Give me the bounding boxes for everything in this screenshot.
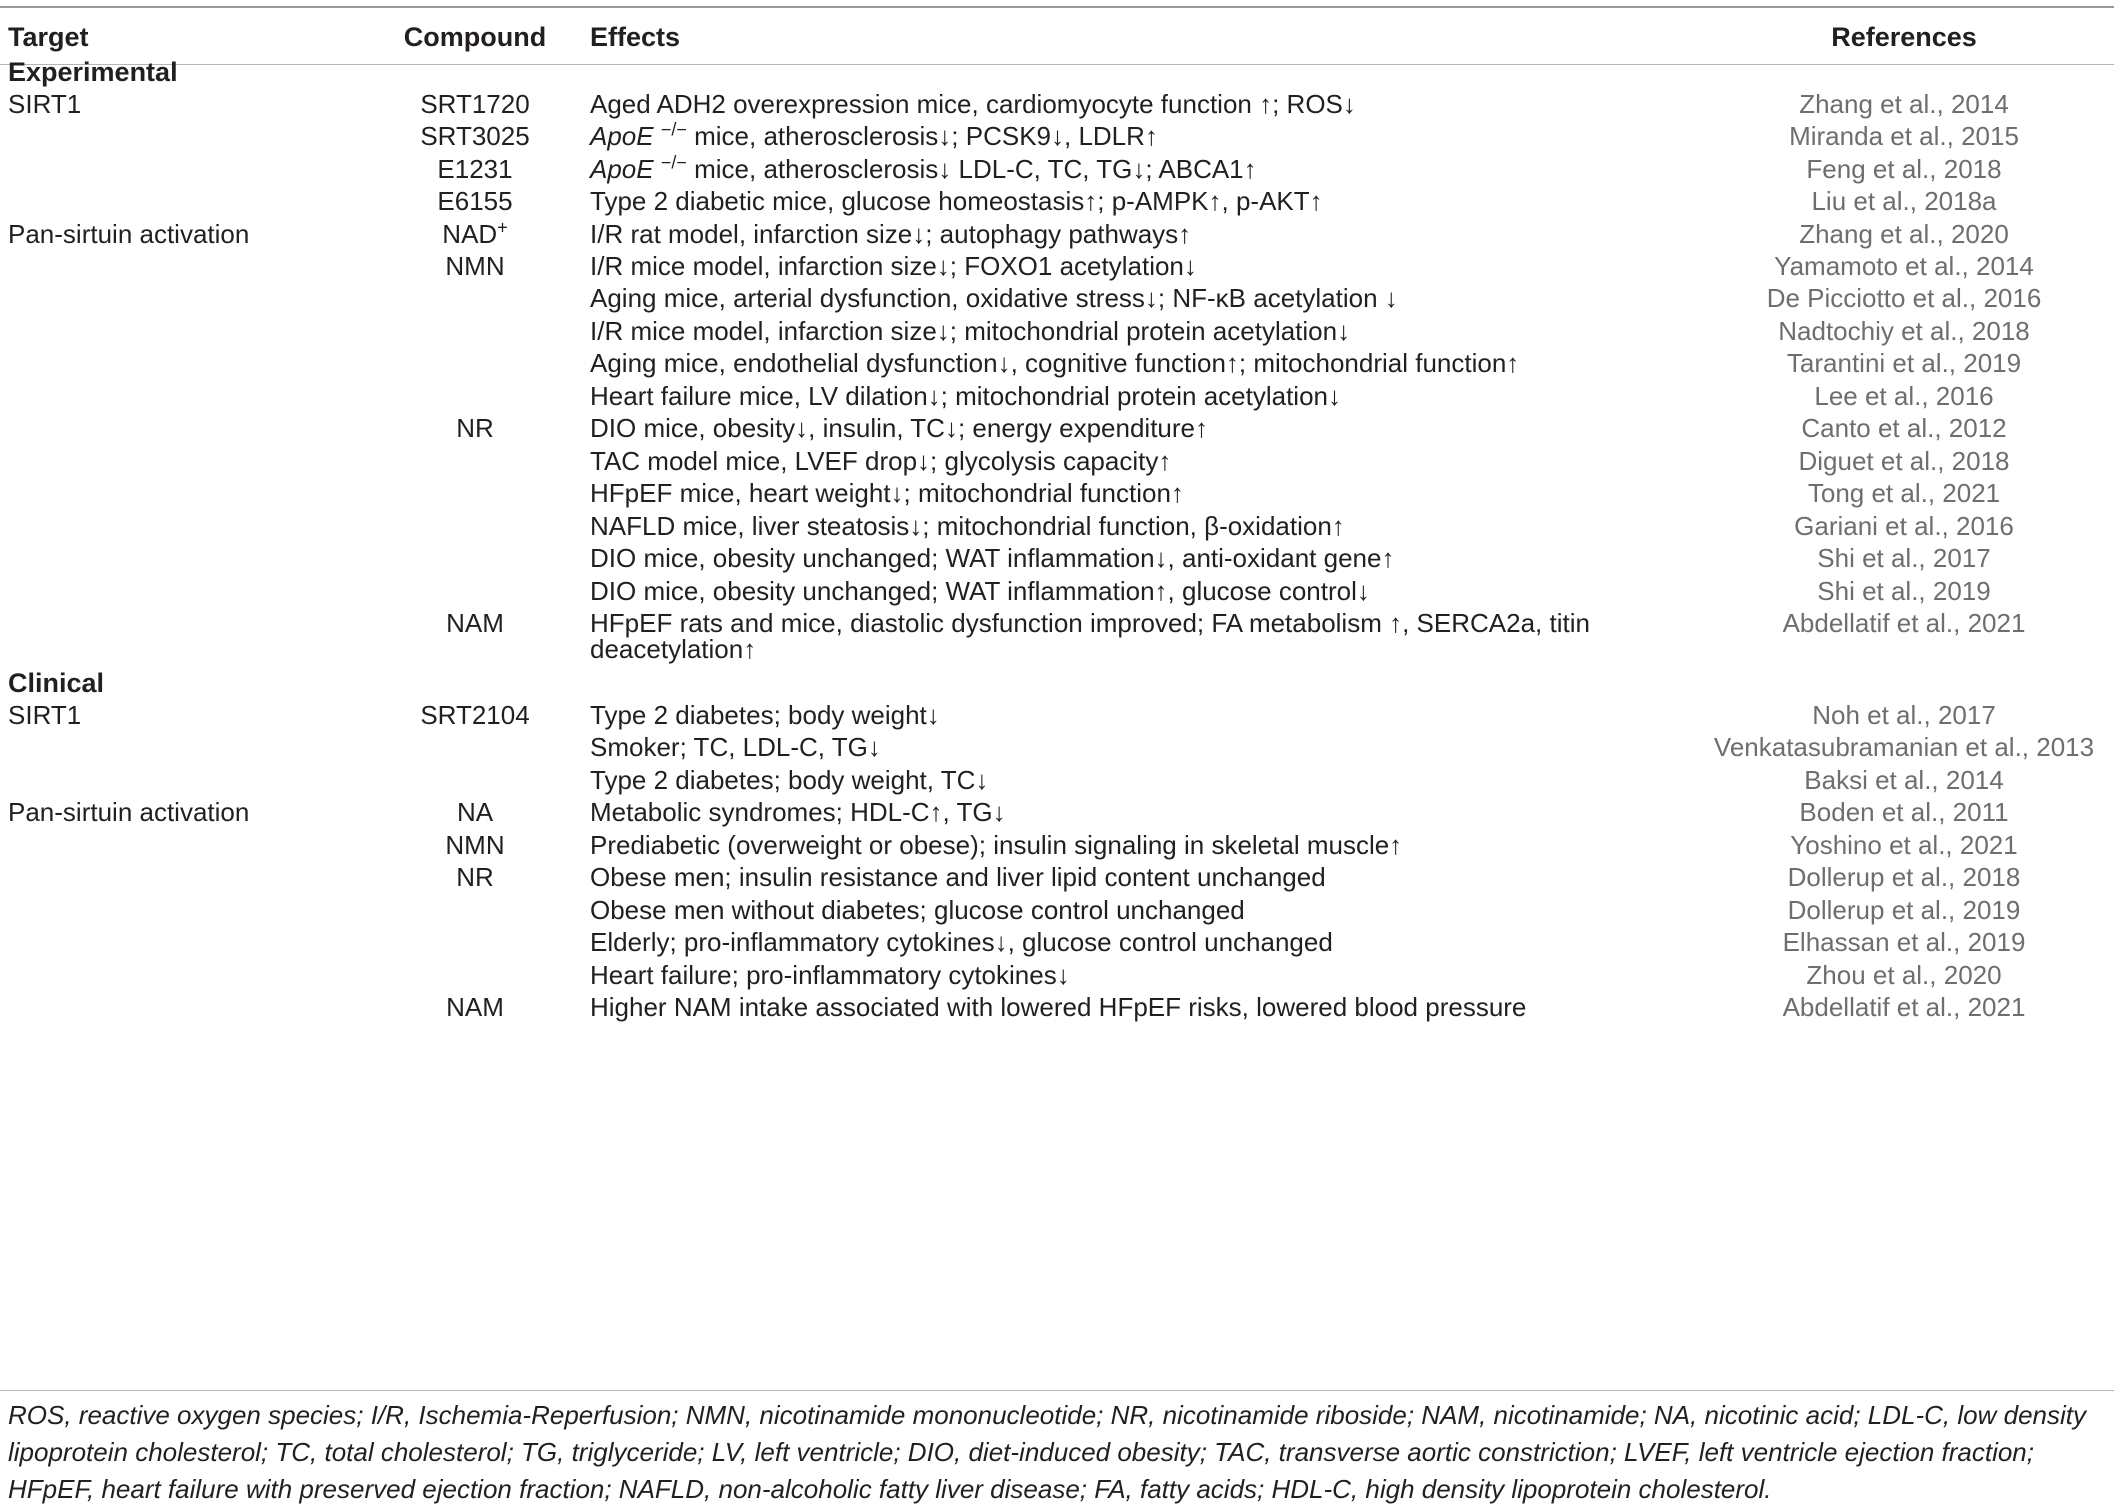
table-footnote: ROS, reactive oxygen species; I/R, Ischemia-Reperfusion; NMN, nicotinamide mononucleotide; NR, nicotinamide riboside; NAM, nicotinamide; NA, nicotinic acid; LDL-C, low density lipoprotein cholesterol; TC, total cholesterol; TG, triglyceride; LV, left ventricle; DIO, diet-induced obesity; TAC, transverse aortic constriction; LVEF, left ventricle ejection fraction; HFpEF, heart failure with preserved ejection fraction; NAFLD, non-alcoholic fatty liver disease; FA, fatty acids; HDL-C, high density lipoprotein cholesterol. [8, 1400, 2086, 1504]
header-rule [0, 64, 2114, 65]
row-effects: Metabolic syndromes; HDL-C↑, TG↓ [590, 797, 1006, 827]
row-target: SIRT1 [8, 89, 82, 119]
row-effects: HFpEF mice, heart weight↓; mitochondrial function↑ [590, 478, 1184, 508]
row-effects: ApoE −/− mice, atherosclerosis↓ LDL-C, TC, TG↓; ABCA1↑ [590, 152, 1257, 184]
row-effects: Smoker; TC, LDL-C, TG↓ [590, 732, 881, 762]
row-effects: Heart failure; pro-inflammatory cytokines↓ [590, 960, 1070, 990]
row-effects: HFpEF rats and mice, diastolic dysfunction improved; FA metabolism ↑, SERCA2a, titin [590, 608, 1590, 638]
row-effects: Obese men without diabetes; glucose control unchanged [590, 895, 1245, 925]
row-effects: DIO mice, obesity unchanged; WAT inflammation↑, glucose control↓ [590, 576, 1370, 606]
row-effects: DIO mice, obesity↓, insulin, TC↓; energy expenditure↑ [590, 413, 1209, 443]
row-target: Pan-sirtuin activation [8, 219, 250, 249]
header-effects: Effects [590, 22, 681, 52]
row-effects: Prediabetic (overweight or obese); insulin signaling in skeletal muscle↑ [590, 830, 1403, 860]
bottom-rule [0, 1390, 2114, 1391]
row-effects-continued: deacetylation↑ [590, 634, 757, 664]
row-effects: Type 2 diabetes; body weight↓ [590, 700, 940, 730]
top-rule [0, 6, 2114, 8]
row-effects: Aging mice, arterial dysfunction, oxidative stress↓; NF-κB acetylation ↓ [590, 283, 1398, 313]
row-effects: I/R mice model, infarction size↓; FOXO1 acetylation↓ [590, 251, 1197, 281]
row-effects: Type 2 diabetes; body weight, TC↓ [590, 765, 989, 795]
row-effects: I/R rat model, infarction size↓; autophagy pathways↑ [590, 219, 1192, 249]
section-title: Clinical [8, 668, 105, 698]
section-title: Experimental [8, 57, 178, 87]
row-effects: I/R mice model, infarction size↓; mitochondrial protein acetylation↓ [590, 316, 1351, 346]
header-target: Target [8, 22, 89, 52]
row-effects: Aging mice, endothelial dysfunction↓, cognitive function↑; mitochondrial function↑ [590, 348, 1520, 378]
row-effects: NAFLD mice, liver steatosis↓; mitochondrial function, β-oxidation↑ [590, 511, 1345, 541]
row-effects: Aged ADH2 overexpression mice, cardiomyocyte function ↑; ROS↓ [590, 89, 1356, 119]
row-effects: TAC model mice, LVEF drop↓; glycolysis capacity↑ [590, 446, 1172, 476]
row-effects: Elderly; pro-inflammatory cytokines↓, glucose control unchanged [590, 927, 1333, 957]
row-target: SIRT1 [8, 700, 82, 730]
row-effects: Type 2 diabetic mice, glucose homeostasis↑; p-AMPK↑, p-AKT↑ [590, 186, 1323, 216]
row-effects: DIO mice, obesity unchanged; WAT inflammation↓, anti-oxidant gene↑ [590, 543, 1395, 573]
row-target: Pan-sirtuin activation [8, 797, 250, 827]
row-effects: Heart failure mice, LV dilation↓; mitochondrial protein acetylation↓ [590, 381, 1341, 411]
row-effects: ApoE −/− mice, atherosclerosis↓; PCSK9↓, LDLR↑ [590, 119, 1158, 151]
row-effects: Obese men; insulin resistance and liver lipid content unchanged [590, 862, 1326, 892]
row-effects: Higher NAM intake associated with lowered HFpEF risks, lowered blood pressure [590, 992, 1527, 1022]
row-compound-text: NAD+ [442, 217, 508, 249]
